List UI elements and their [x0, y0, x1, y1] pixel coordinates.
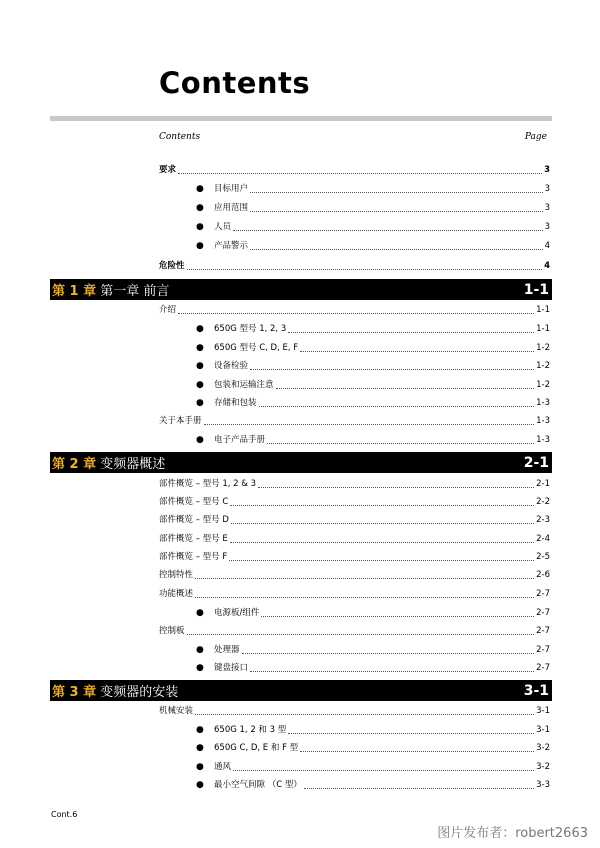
toc-entry-page: 2-6 — [536, 570, 550, 580]
chapter-number: 第 3 章 — [52, 685, 97, 700]
toc-entry-label: 部件概览 – 型号 F — [159, 552, 228, 562]
dot-leader — [195, 597, 534, 598]
toc-entry-page: 4 — [544, 261, 550, 271]
toc-entry[interactable] — [159, 534, 550, 545]
dot-leader — [178, 173, 542, 174]
bullet-icon: ● — [196, 361, 204, 371]
bullet-icon: ● — [196, 435, 204, 445]
toc-entry-label: 人员 — [214, 222, 232, 232]
toc-entry-page: 3-2 — [536, 743, 550, 753]
bullet-icon: ● — [196, 343, 204, 353]
toc-entry-page: 3 — [544, 165, 550, 175]
dot-leader — [250, 369, 534, 370]
toc-entry-page: 2-1 — [536, 479, 550, 489]
dot-leader — [230, 542, 534, 543]
toc-entry-label: 关于本手册 — [159, 416, 202, 426]
toc-entry[interactable] — [214, 663, 550, 674]
toc-entry[interactable] — [159, 589, 550, 600]
chapter-page: 1-1 — [523, 281, 549, 298]
chapter-page: 2-1 — [523, 454, 549, 471]
toc-entry-label: 介绍 — [159, 305, 177, 315]
toc-entry-page: 2-7 — [536, 626, 550, 636]
toc-entry-label: 要求 — [159, 165, 177, 175]
toc-entry-label: 电源板/组件 — [214, 608, 260, 618]
dot-leader — [187, 634, 535, 635]
toc-entry-page: 1-2 — [536, 380, 550, 390]
toc-entry-page: 1-3 — [536, 398, 550, 408]
chapter-title-text: 变频器的安装 — [96, 685, 179, 700]
bullet-icon: ● — [196, 324, 204, 334]
toc-entry[interactable] — [214, 762, 550, 773]
toc-entry[interactable] — [159, 497, 550, 508]
dot-leader — [233, 230, 543, 231]
dot-leader — [288, 332, 534, 333]
toc-entry[interactable] — [159, 706, 550, 717]
dot-leader — [250, 211, 543, 212]
toc-entry-page: 2-7 — [536, 608, 550, 618]
toc-entry-page: 3-1 — [536, 725, 550, 735]
dot-leader — [178, 313, 534, 314]
toc-entry-page: 2-2 — [536, 497, 550, 507]
toc-entry-label: 部件概览 – 型号 D — [159, 515, 229, 525]
toc-entry[interactable] — [214, 608, 550, 619]
toc-entry[interactable] — [214, 380, 550, 391]
toc-entry-page: 1-3 — [536, 416, 550, 426]
toc-entry-page: 2-7 — [536, 663, 550, 673]
toc-entry-page: 1-2 — [536, 343, 550, 353]
dot-leader — [304, 788, 534, 789]
chapter-number: 第 1 章 — [52, 284, 97, 299]
dot-leader — [300, 351, 534, 352]
toc-entry-label: 存储和包装 — [214, 398, 257, 408]
dot-leader — [250, 249, 543, 250]
toc-entry-page: 3-2 — [536, 762, 550, 772]
dot-leader — [229, 560, 534, 561]
toc-entry[interactable] — [214, 398, 550, 409]
toc-entry-label: 650G C, D, E 和 F 型 — [214, 743, 299, 753]
toc-entry-page: 2-7 — [536, 645, 550, 655]
toc-entry-page: 2-3 — [536, 515, 550, 525]
chapter-title — [50, 681, 178, 700]
toc-entry[interactable] — [159, 552, 550, 563]
toc-entry-label: 功能概述 — [159, 589, 194, 599]
chapter-heading[interactable] — [50, 680, 552, 701]
contents-column-header: Contents — [159, 132, 201, 142]
chapter-title — [50, 280, 169, 299]
toc-entry-label: 部件概览 – 型号 1, 2 & 3 — [159, 479, 257, 489]
toc-entry[interactable] — [159, 261, 550, 272]
toc-entry-page: 3 — [544, 222, 550, 232]
bullet-icon: ● — [196, 184, 204, 194]
dot-leader — [288, 733, 534, 734]
toc-entry[interactable] — [214, 645, 550, 656]
toc-entry-label: 处理器 — [214, 645, 240, 655]
dot-leader — [258, 487, 534, 488]
chapter-heading[interactable] — [50, 452, 552, 473]
title-rule — [50, 116, 552, 121]
toc-entry[interactable] — [214, 725, 550, 736]
watermark: 图片发布者：robert2663 — [437, 826, 588, 841]
toc-entry-page: 1-2 — [536, 361, 550, 371]
chapter-title-text: 第一章 前言 — [96, 284, 170, 299]
toc-entry[interactable] — [159, 479, 550, 490]
bullet-icon: ● — [196, 780, 204, 790]
toc-entry[interactable] — [159, 570, 550, 581]
toc-entry-label: 650G 型号 C, D, E, F — [214, 343, 299, 353]
dot-leader — [231, 523, 534, 524]
toc-entry-page: 1-3 — [536, 435, 550, 445]
dot-leader — [204, 424, 535, 425]
chapter-title — [50, 453, 165, 472]
page-column-header: Page — [524, 132, 547, 142]
toc-entry-page: 1-1 — [536, 324, 550, 334]
dot-leader — [233, 770, 534, 771]
toc-entry-label: 650G 1, 2 和 3 型 — [214, 725, 287, 735]
dot-leader — [250, 671, 534, 672]
toc-entry[interactable] — [214, 222, 550, 233]
toc-entry-label: 部件概览 – 型号 E — [159, 534, 228, 544]
bullet-icon: ● — [196, 608, 204, 618]
toc-entry-label: 危险性 — [159, 261, 185, 271]
chapter-page: 3-1 — [523, 682, 549, 699]
dot-leader — [300, 751, 534, 752]
toc-entry[interactable] — [214, 343, 550, 354]
toc-entry-page: 2-5 — [536, 552, 550, 562]
dot-leader — [195, 714, 534, 715]
bullet-icon: ● — [196, 241, 204, 251]
toc-entry[interactable] — [214, 324, 550, 335]
toc-entry-label: 机械安装 — [159, 706, 194, 716]
dot-leader — [259, 406, 535, 407]
toc-entry-label: 键盘接口 — [214, 663, 249, 673]
page-title: Contents — [159, 66, 311, 100]
page-footer: Cont.6 — [51, 810, 78, 819]
toc-entry-label: 部件概览 – 型号 C — [159, 497, 229, 507]
dot-leader — [261, 616, 534, 617]
toc-entry[interactable] — [159, 626, 550, 637]
toc-entry-label: 通风 — [214, 762, 232, 772]
toc-entry[interactable] — [214, 435, 550, 446]
toc-entry[interactable] — [214, 780, 550, 791]
dot-leader — [230, 505, 534, 506]
toc-entry[interactable] — [214, 203, 550, 214]
bullet-icon: ● — [196, 663, 204, 673]
chapter-number: 第 2 章 — [52, 457, 97, 472]
bullet-icon: ● — [196, 222, 204, 232]
toc-entry-label: 包装和运输注意 — [214, 380, 274, 390]
dot-leader — [242, 653, 535, 654]
chapter-title-text: 变频器概述 — [96, 457, 166, 472]
bullet-icon: ● — [196, 645, 204, 655]
toc-entry-page: 3 — [544, 184, 550, 194]
toc-entry[interactable] — [214, 184, 550, 195]
toc-entry-label: 目标用户 — [214, 184, 249, 194]
toc-entry-label: 产品警示 — [214, 241, 249, 251]
bullet-icon: ● — [196, 725, 204, 735]
toc-entry-page: 3 — [544, 203, 550, 213]
toc-entry-page: 2-7 — [536, 589, 550, 599]
toc-entry-page: 2-4 — [536, 534, 550, 544]
bullet-icon: ● — [196, 203, 204, 213]
toc-entry[interactable] — [159, 165, 550, 176]
dot-leader — [250, 192, 543, 193]
toc-entry-label: 控制特性 — [159, 570, 194, 580]
bullet-icon: ● — [196, 398, 204, 408]
toc-entry-label: 应用范围 — [214, 203, 249, 213]
toc-entry-label: 设备检验 — [214, 361, 249, 371]
toc-entry[interactable] — [159, 416, 550, 427]
toc-entry-label: 控制板 — [159, 626, 185, 636]
bullet-icon: ● — [196, 380, 204, 390]
chapter-heading[interactable] — [50, 279, 552, 300]
toc-entry-label: 最小空气间隙 （C 型） — [214, 780, 302, 790]
toc-entry[interactable] — [214, 241, 550, 252]
toc-entry-page: 3-1 — [536, 706, 550, 716]
toc-entry-label: 电子产品手册 — [214, 435, 266, 445]
dot-leader — [267, 443, 534, 444]
toc-entry-page: 3-3 — [536, 780, 550, 790]
toc-entry[interactable] — [159, 305, 550, 316]
toc-entry-label: 650G 型号 1, 2, 3 — [214, 324, 287, 334]
dot-leader — [276, 388, 535, 389]
bullet-icon: ● — [196, 762, 204, 772]
dot-leader — [187, 269, 543, 270]
toc-entry-page: 4 — [544, 241, 550, 251]
dot-leader — [195, 578, 534, 579]
bullet-icon: ● — [196, 743, 204, 753]
toc-entry-page: 1-1 — [536, 305, 550, 315]
toc-entry[interactable] — [159, 515, 550, 526]
toc-entry[interactable] — [214, 743, 550, 754]
toc-entry[interactable] — [214, 361, 550, 372]
